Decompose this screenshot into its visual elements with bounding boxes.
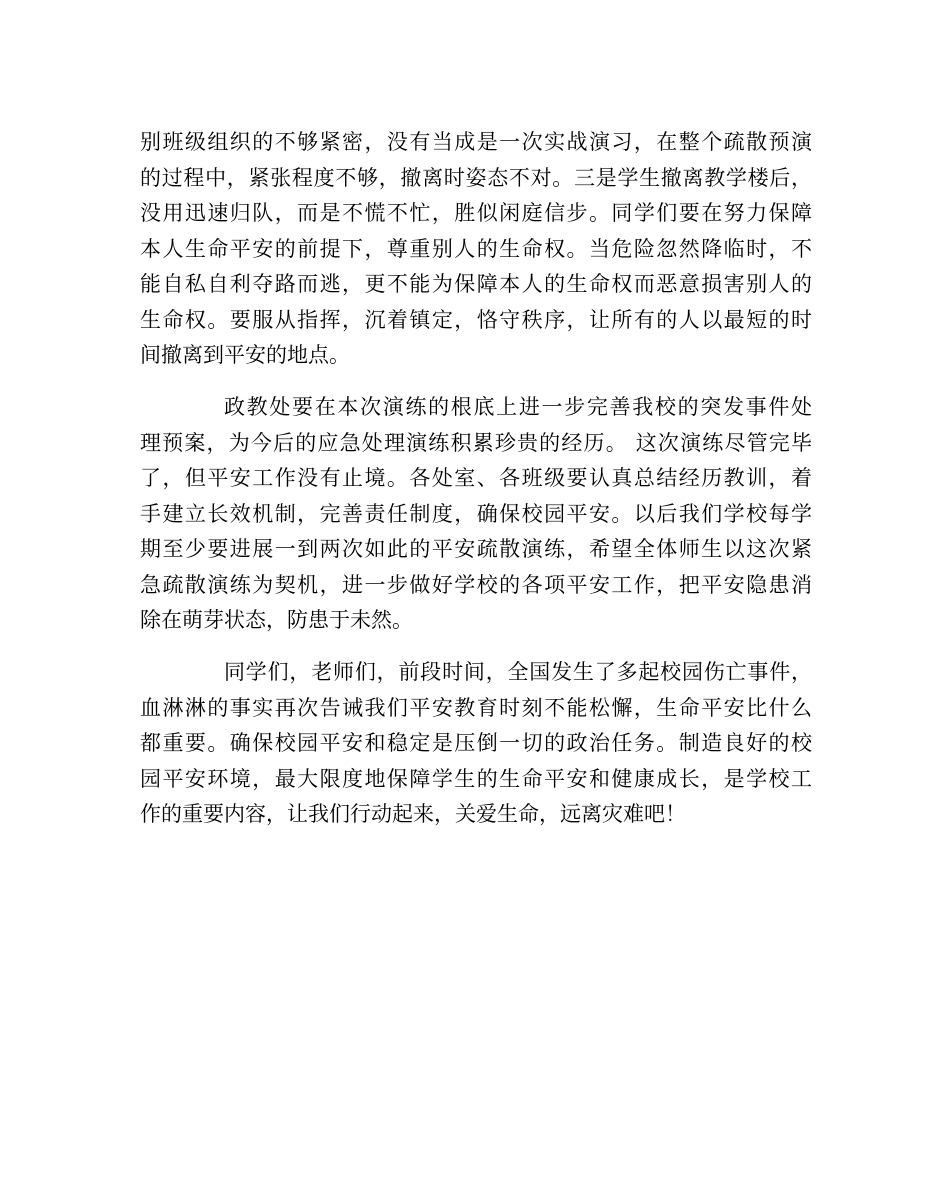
text-line: 手建立长效机制，完善责任制度，确保校园平安。以后我们学校每学 <box>140 501 812 526</box>
text-line: 除在萌芽状态，防患于未然。 <box>140 608 413 632</box>
text-line: 园平安环境，最大限度地保障学生的生命平安和健康成长，是学校工 <box>140 766 812 791</box>
text-line: 同学们，老师们，前段时间，全国发生了多起校园伤亡事件， <box>224 660 812 684</box>
text-line: 能自私自利夺路而逃，更不能为保障本人的生命权而恶意损害别人的 <box>140 272 812 296</box>
text-line: 都重要。确保校园平安和稳定是压倒一切的政治任务。制造良好的校 <box>140 731 812 755</box>
text-line: 生命权。要服从指挥，沉着镇定，恪守秩序，让所有的人以最短的时 <box>140 307 812 332</box>
text-line: 别班级组织的不够紧密，没有当成是一次实战演习，在整个疏散预演 <box>140 130 812 154</box>
text-line: 了，但平安工作没有止境。各处室、各班级要认真总结经历教训，着 <box>140 466 812 490</box>
text-line: 本人生命平安的前提下，尊重别人的生命权。当危险忽然降临时，不 <box>140 236 812 261</box>
text-line: 作的重要内容，让我们行动起来，关爱生命，远离灾难吧！ <box>140 802 686 826</box>
text-line: 血淋淋的事实再次告诫我们平安教育时刻不能松懈，生命平安比什么 <box>140 695 812 720</box>
text-line: 理预案，为今后的应急处理演练积累珍贵的经历。 这次演练尽管完毕 <box>140 430 812 455</box>
text-line: 政教处要在本次演练的根底上进一步完善我校的突发事件处 <box>224 395 812 419</box>
text-line: 急疏散演练为契机，进一步做好学校的各项平安工作，把平安隐患消 <box>140 572 812 597</box>
text-line: 的过程中，紧张程度不够，撤离时姿态不对。三是学生撤离教学楼后， <box>140 165 812 190</box>
text-line: 没用迅速归队，而是不慌不忙，胜似闲庭信步。同学们要在努力保障 <box>140 201 812 225</box>
paragraph-3 <box>140 655 812 833</box>
body-text <box>140 125 812 849</box>
text-line: 期至少要进展一到两次如此的平安疏散演练，希望全体师生以这次紧 <box>140 537 812 561</box>
paragraph-1 <box>140 125 812 374</box>
text-line: 间撤离到平安的地点。 <box>140 343 350 367</box>
paragraph-2 <box>140 390 812 639</box>
